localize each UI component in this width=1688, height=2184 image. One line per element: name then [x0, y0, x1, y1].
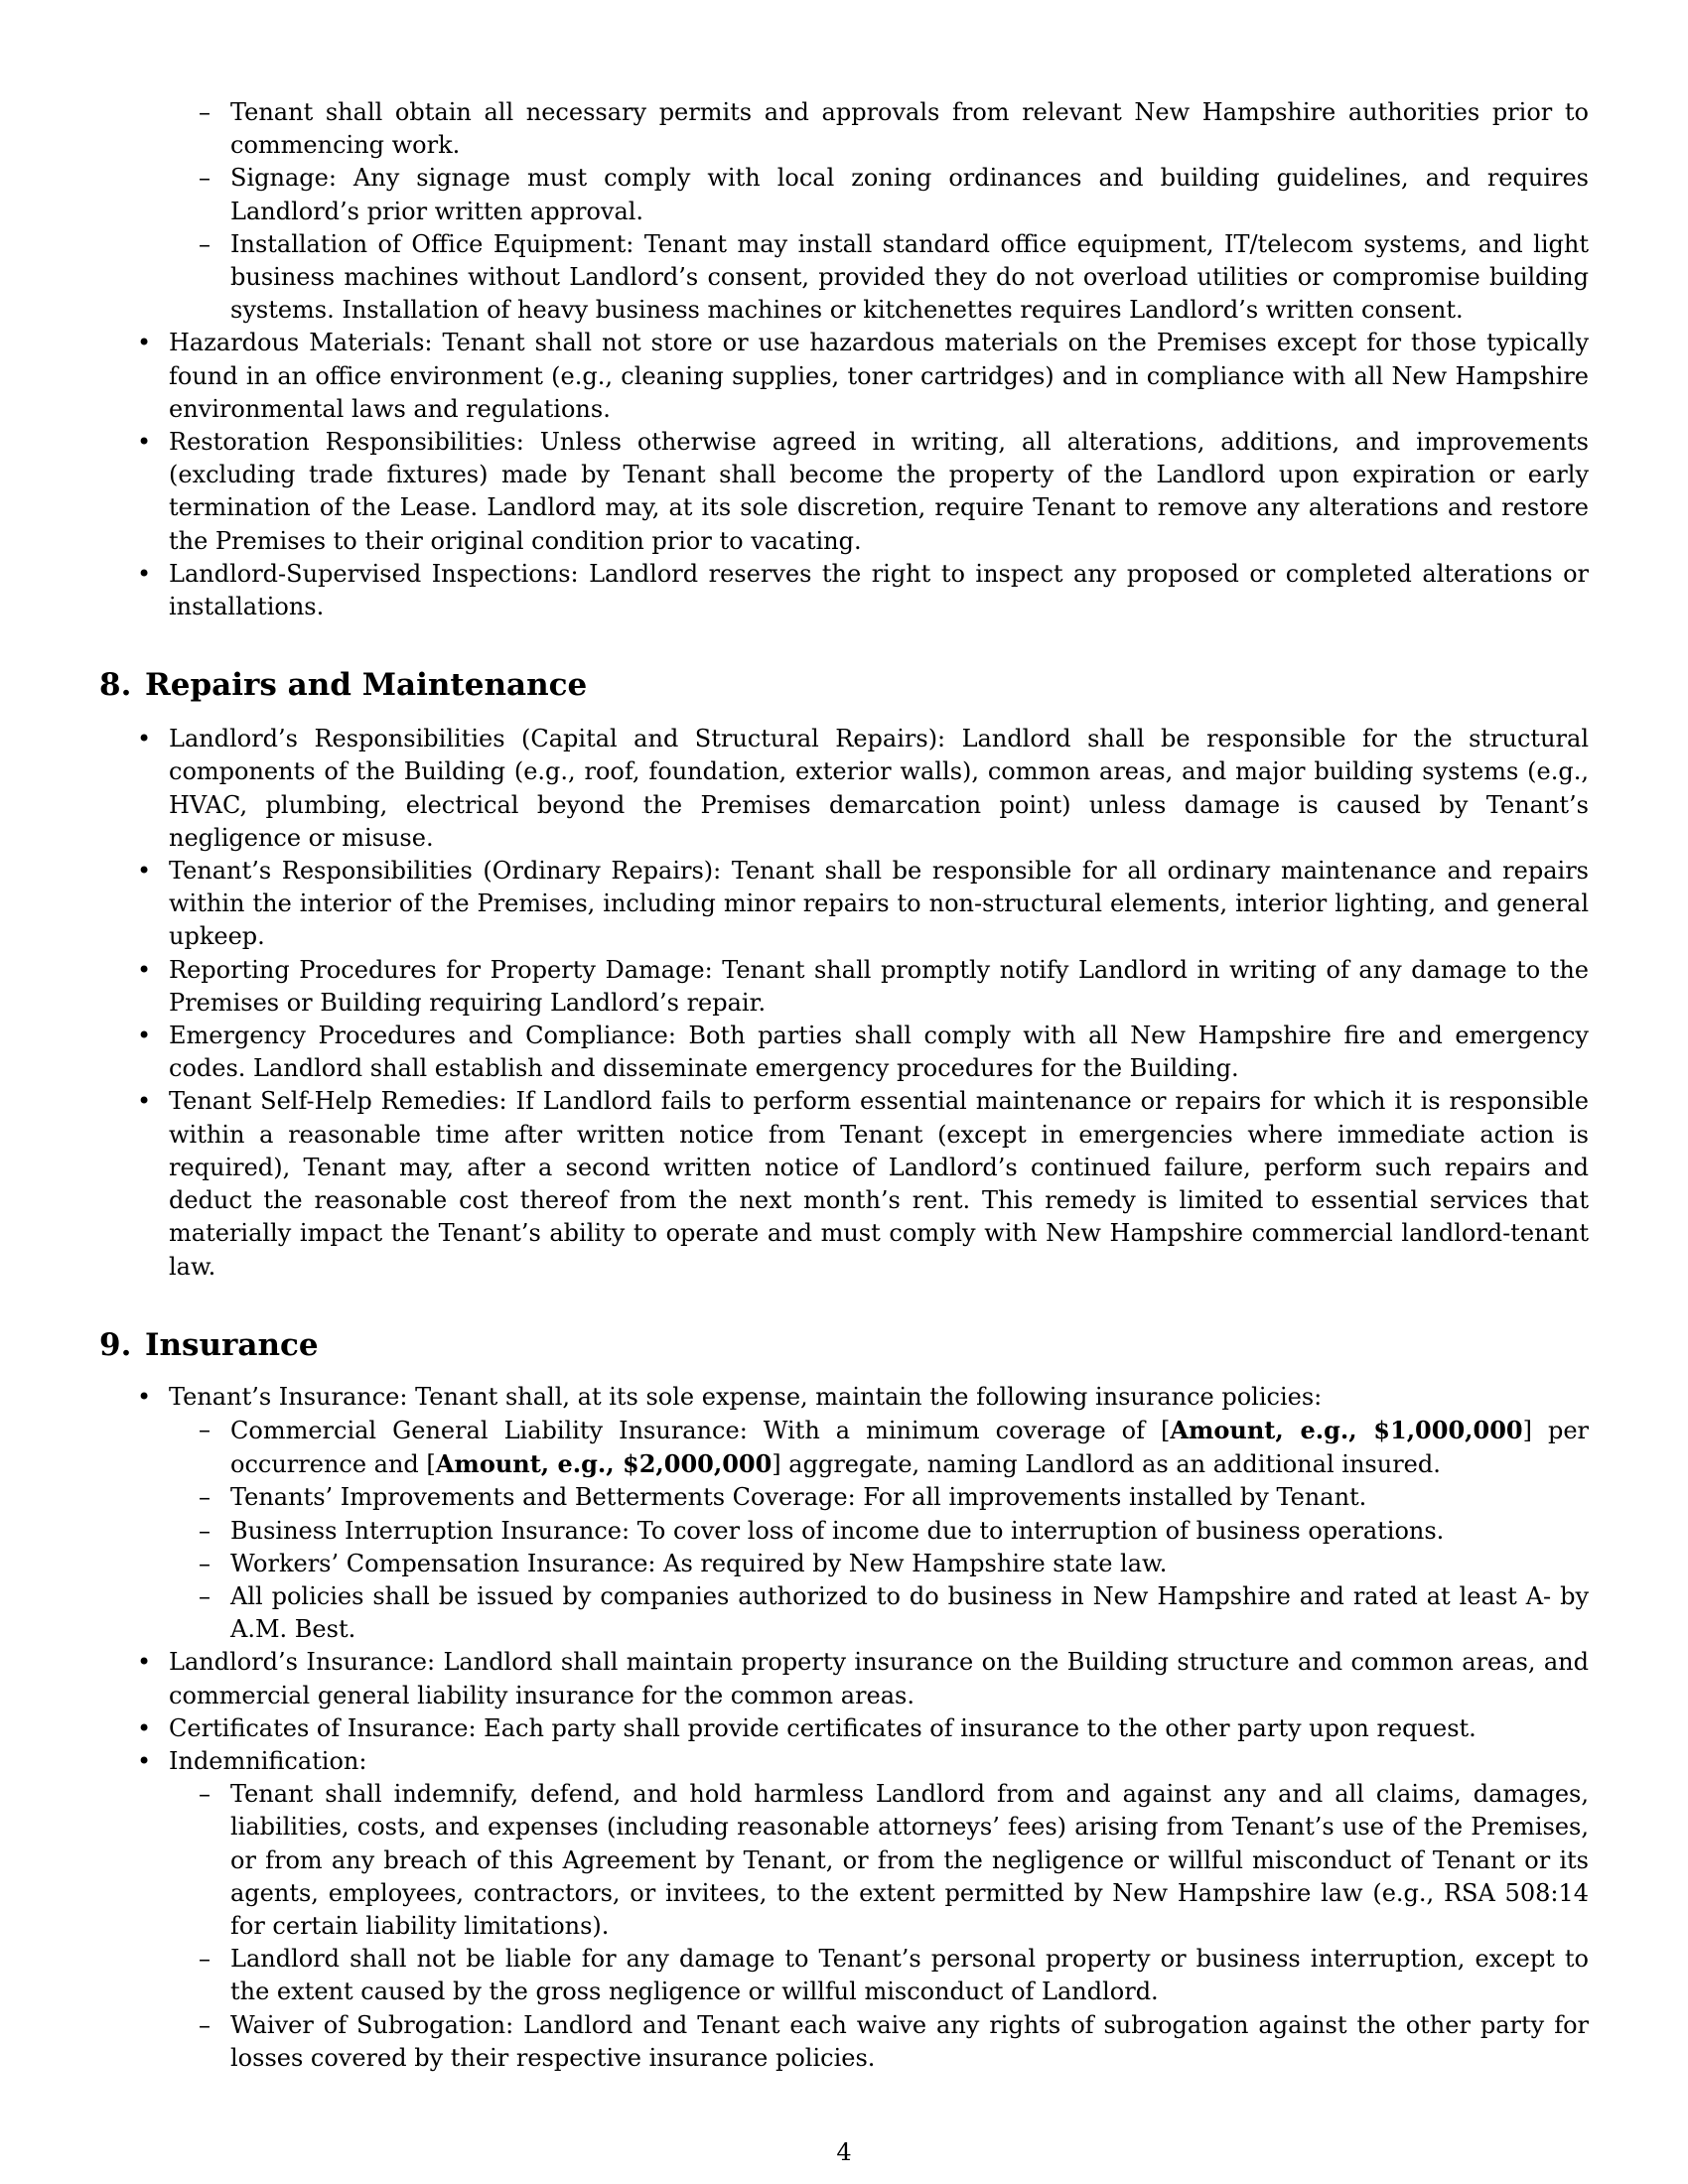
alterations-bullet-list: [99, 327, 1589, 623]
list-item: • Reporting Procedures for Property Damage: Tenant shall promptly notify Landlord in writing of any damage to the Premises or Building requiring Landlord’s repair.: [99, 954, 1589, 1020]
list-item: • Hazardous Materials: Tenant shall not store or use hazardous materials on the Premises except for those typically found in an office environment (e.g., cleaning supplies, toner cartridges) and in compliance with all New Hampshire environmental laws and regulations.: [99, 327, 1589, 426]
cgl-amount-aggregate: Amount, e.g., $2,000,000: [435, 1449, 773, 1479]
list-item: – Business Interruption Insurance: To cover loss of income due to interruption of business operations.: [169, 1515, 1589, 1548]
list-item: • Tenant’s Responsibilities (Ordinary Repairs): Tenant shall be responsible for all ordinary maintenance and repairs within the interior of the Premises, including minor repairs to non-structural elements, interior lighting, and general upkeep.: [99, 855, 1589, 954]
page-number: 4: [836, 2138, 852, 2166]
list-item: – Waiver of Subrogation: Landlord and Tenant each waive any rights of subrogation against the other party for losses covered by their respective insurance policies.: [169, 2009, 1589, 2075]
cgl-text: Commercial General Liability Insurance: With a minimum coverage of [: [230, 1416, 1171, 1444]
tenant-insurance-text: Tenant’s Insurance: Tenant shall, at its sole expense, maintain the following insurance policies:: [169, 1382, 1323, 1411]
indemnification-list: [169, 1778, 1589, 2075]
alterations-dash-list: [99, 96, 1589, 327]
list-item: – Tenant shall indemnify, defend, and hold harmless Landlord from and against any and all claims, damages, liabilities, costs, and expenses (including reasonable attorneys’ fees) arising from Tenant’s use of the Premises, or from any breach of this Agreement by Tenant, or from the negligence or willful misconduct of Tenant or its agents, employees, contractors, or invitees, to the extent permitted by New Hampshire law (e.g., RSA 508:14 for certain liability limitations).: [169, 1778, 1589, 1943]
list-item: – Landlord shall not be liable for any damage to Tenant’s personal property or business interruption, except to the extent caused by the gross negligence or willful misconduct of Landlord.: [169, 1943, 1589, 2008]
list-item: [99, 1745, 1589, 2075]
list-item: – Installation of Office Equipment: Tenant may install standard office equipment, IT/telecom systems, and light business machines without Landlord’s consent, provided they do not overload utilities or compromise building systems. Installation of heavy business machines or kitchenettes requires Landlord’s written consent.: [99, 228, 1589, 328]
list-item: – Signage: Any signage must comply with local zoning ordinances and building guidelines, and requires Landlord’s prior written approval.: [99, 162, 1589, 227]
list-item: – Tenants’ Improvements and Betterments Coverage: For all improvements installed by Tenant.: [169, 1481, 1589, 1514]
document-page: [99, 96, 1589, 2075]
section-title: Insurance: [145, 1326, 319, 1363]
section-number: 8.: [99, 667, 132, 704]
list-item: [169, 1414, 1589, 1481]
list-item: • Landlord’s Insurance: Landlord shall maintain property insurance on the Building structure and common areas, and commercial general liability insurance for the common areas.: [99, 1646, 1589, 1711]
list-item: – All policies shall be issued by companies authorized to do business in New Hampshire and rated at least A- by A.M. Best.: [169, 1580, 1589, 1646]
list-item: • Restoration Responsibilities: Unless otherwise agreed in writing, all alterations, additions, and improvements (excluding trade fixtures) made by Tenant shall become the property of the Landlord upon expiration or early termination of the Lease. Landlord may, at its sole discretion, require Tenant to remove any alterations and restore the Premises to their original condition prior to vacating.: [99, 426, 1589, 558]
insurance-bullet-list: [99, 1381, 1589, 2075]
section-number: 9.: [99, 1326, 132, 1363]
list-item: • Landlord’s Responsibilities (Capital and Structural Repairs): Landlord shall be responsible for the structural components of the Building (e.g., roof, foundation, exterior walls), common areas, and major building systems (e.g., HVAC, plumbing, electrical beyond the Premises demarcation point) unless damage is caused by Tenant’s negligence or misuse.: [99, 723, 1589, 855]
section-heading-repairs: [99, 665, 1589, 705]
cgl-text: ] aggregate, naming Landlord as an additional insured.: [772, 1450, 1441, 1479]
section-title: Repairs and Maintenance: [145, 667, 588, 704]
list-item: – Tenant shall obtain all necessary permits and approvals from relevant New Hampshire authorities prior to commencing work.: [99, 96, 1589, 162]
list-item: • Landlord-Supervised Inspections: Landlord reserves the right to inspect any proposed or completed alterations or installations.: [99, 558, 1589, 623]
list-item: [99, 1381, 1589, 1647]
tenant-insurance-list: [169, 1414, 1589, 1646]
list-item: – Workers’ Compensation Insurance: As required by New Hampshire state law.: [169, 1548, 1589, 1580]
repairs-bullet-list: [99, 723, 1589, 1283]
section-heading-insurance: [99, 1325, 1589, 1365]
cgl-text: ] per occurrence and [: [230, 1416, 1590, 1479]
list-item: • Emergency Procedures and Compliance: Both parties shall comply with all New Hampshire fire and emergency codes. Landlord shall establish and disseminate emergency procedures for the Building.: [99, 1020, 1589, 1085]
cgl-amount-occurrence: Amount, e.g., $1,000,000: [1170, 1415, 1523, 1444]
list-item: • Certificates of Insurance: Each party shall provide certificates of insurance to the other party upon request.: [99, 1712, 1589, 1745]
indemnification-label: Indemnification:: [169, 1746, 367, 1775]
list-item: • Tenant Self-Help Remedies: If Landlord fails to perform essential maintenance or repairs for which it is responsible within a reasonable time after written notice from Tenant (except in emergencies where immediate action is required), Tenant may, after a second written notice of Landlord’s continued failure, perform such repairs and deduct the reasonable cost thereof from the next month’s rent. This remedy is limited to essential services that materially impact the Tenant’s ability to operate and must comply with New Hampshire commercial landlord-tenant law.: [99, 1085, 1589, 1283]
